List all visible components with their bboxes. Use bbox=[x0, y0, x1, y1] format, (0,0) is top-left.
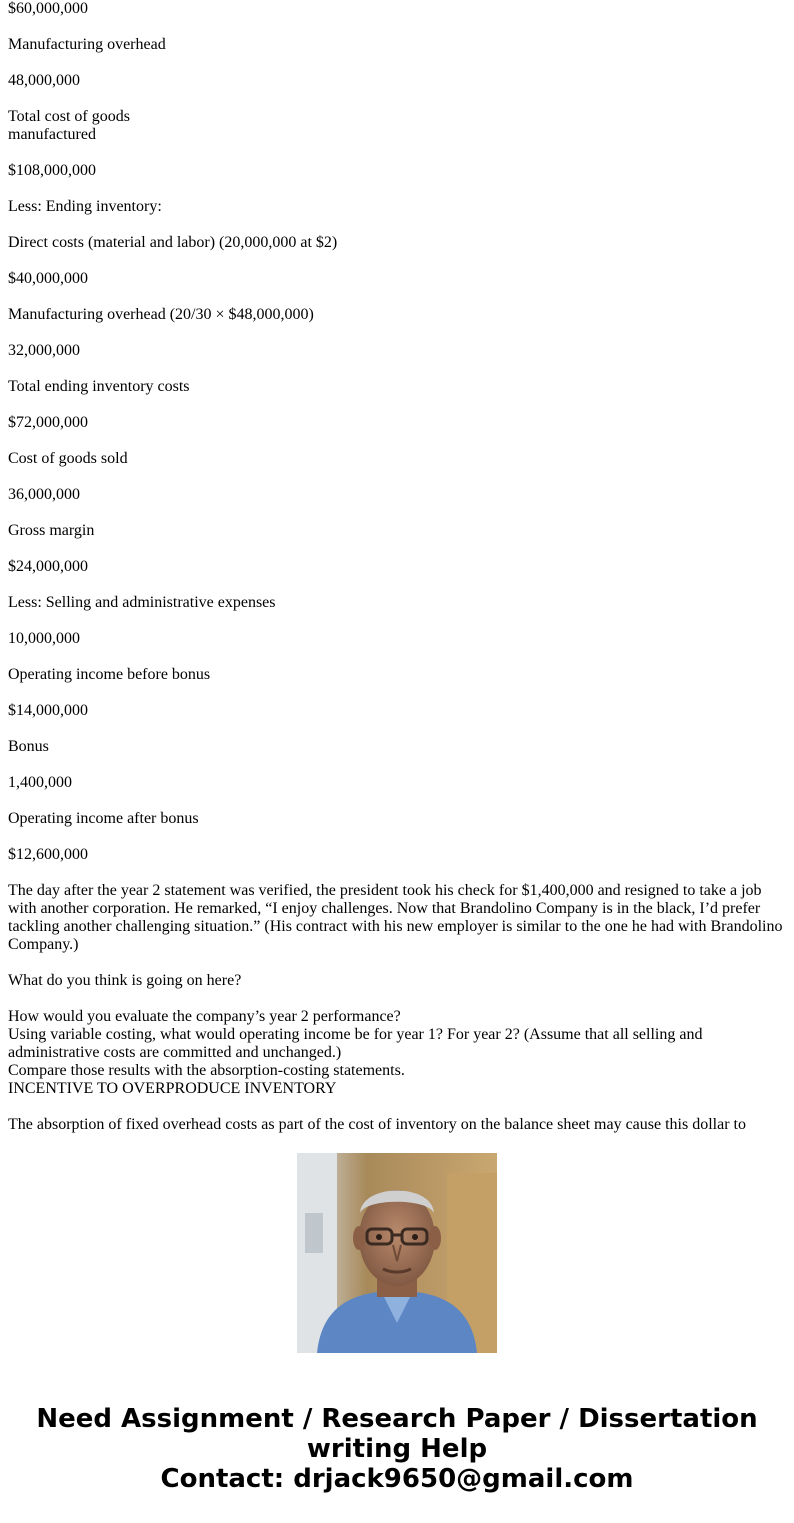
promo-line: writing Help bbox=[306, 1434, 488, 1464]
question-text: Using variable costing, what would operating income be for year 1? For year 2? (Assume that all selling and administrative costs are committed and unchanged.) bbox=[8, 1026, 703, 1061]
doc-line: Operating income before bonus bbox=[8, 666, 211, 683]
doc-line: $72,000,000 bbox=[8, 414, 88, 431]
doc-line: $14,000,000 bbox=[8, 702, 88, 719]
doc-line: 48,000,000 bbox=[8, 72, 80, 89]
person-photo-icon bbox=[297, 1153, 497, 1353]
promo-line: Need Assignment / Research Paper / Dissertation bbox=[36, 1404, 758, 1434]
doc-line: Operating income after bonus bbox=[8, 810, 199, 827]
doc-line: 1,400,000 bbox=[8, 774, 72, 791]
question-text: Compare those results with the absorption-costing statements. bbox=[8, 1062, 405, 1079]
doc-line: Manufacturing overhead (20/30 × $48,000,000) bbox=[8, 306, 314, 323]
doc-line: Less: Ending inventory: bbox=[8, 198, 162, 215]
doc-line: $40,000,000 bbox=[8, 270, 88, 287]
doc-line: Total ending inventory costs bbox=[8, 378, 190, 395]
doc-line: Cost of goods sold bbox=[8, 450, 128, 467]
paragraph: The day after the year 2 statement was verified, the president took his check for $1,400,000 and resigned to take a job with another corporation. He remarked, “I enjoy challenges. Now that Brandolino Company is in the black, I’d prefer tackling another challenging situation.” (His contract with his new employer is similar to the one he had with Brandolino Company.) bbox=[8, 882, 783, 953]
doc-line: Manufacturing overhead bbox=[8, 36, 166, 53]
question-text: What do you think is going on here? bbox=[8, 972, 242, 989]
doc-line: Gross margin bbox=[8, 522, 95, 539]
doc-line: $60,000,000 bbox=[8, 0, 88, 17]
doc-line: 32,000,000 bbox=[8, 342, 80, 359]
doc-line: Less: Selling and administrative expenses bbox=[8, 594, 276, 611]
truncated-line: The absorption of fixed overhead costs as part of the cost of inventory on the balance sheet may cause this dollar to bbox=[8, 1116, 746, 1133]
doc-line: $12,600,000 bbox=[8, 846, 88, 863]
contact-email: Contact: drjack9650@gmail.com bbox=[160, 1464, 634, 1494]
contact-banner bbox=[0, 1404, 794, 1494]
question-text: How would you evaluate the company’s year 2 performance? bbox=[8, 1008, 401, 1025]
section-heading: INCENTIVE TO OVERPRODUCE INVENTORY bbox=[8, 1080, 337, 1097]
author-avatar bbox=[297, 1153, 497, 1353]
doc-line: $108,000,000 bbox=[8, 162, 96, 179]
doc-line: Bonus bbox=[8, 738, 49, 755]
document-body bbox=[8, 0, 786, 1133]
doc-line: Direct costs (material and labor) (20,000,000 at $2) bbox=[8, 234, 338, 251]
doc-line: manufactured bbox=[8, 126, 96, 143]
doc-line: 36,000,000 bbox=[8, 486, 80, 503]
doc-line: $24,000,000 bbox=[8, 558, 88, 575]
doc-line: Total cost of goods bbox=[8, 108, 130, 125]
doc-line: 10,000,000 bbox=[8, 630, 80, 647]
